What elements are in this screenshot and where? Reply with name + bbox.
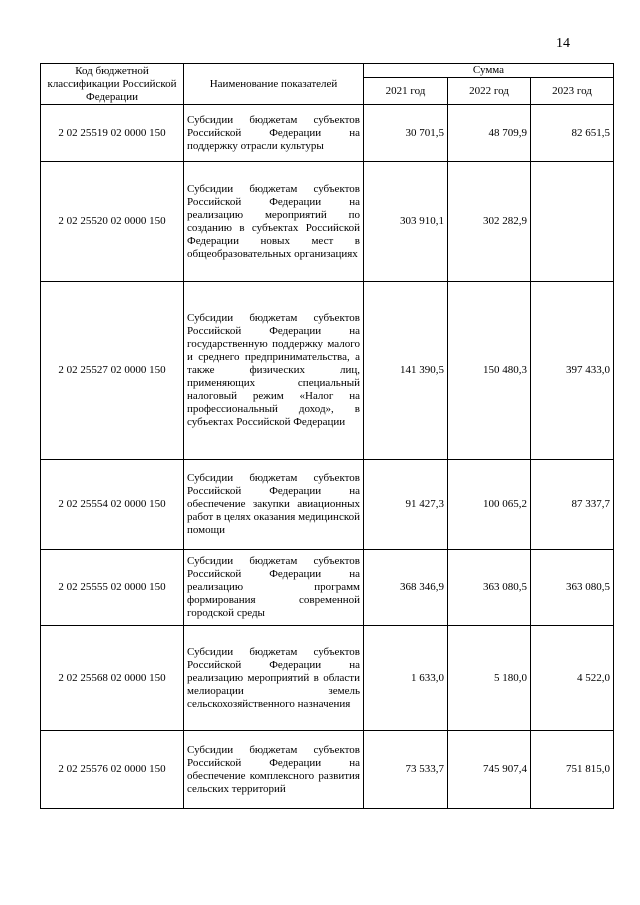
row-name: Субсидии бюджетам субъектов Российской Федерации на реализацию программ формирования современной городской среды [184,550,364,626]
table-row [41,460,614,550]
row-value-2023: 4 522,0 [531,626,614,731]
row-code: 2 02 25519 02 0000 150 [41,105,184,162]
row-code: 2 02 25554 02 0000 150 [41,460,184,550]
row-value-2023: 751 815,0 [531,731,614,809]
header-year-2023: 2023 год [531,78,614,105]
row-value-2022: 48 709,9 [448,105,531,162]
row-value-2022: 100 065,2 [448,460,531,550]
row-value-2021: 303 910,1 [364,162,448,282]
row-value-2023: 363 080,5 [531,550,614,626]
row-value-2021: 30 701,5 [364,105,448,162]
row-code: 2 02 25527 02 0000 150 [41,282,184,460]
row-name: Субсидии бюджетам субъектов Российской Федерации на обеспечение закупки авиационных работ в целях оказания медицинской помощи [184,460,364,550]
table-row [41,105,614,162]
budget-table [40,63,614,809]
header-sum: Сумма [364,64,614,78]
row-value-2021: 73 533,7 [364,731,448,809]
row-code: 2 02 25568 02 0000 150 [41,626,184,731]
header-row [41,64,614,78]
row-value-2021: 368 346,9 [364,550,448,626]
header-year-2022: 2022 год [448,78,531,105]
header-name: Наименование показателей [184,64,364,105]
table-row [41,731,614,809]
row-value-2023: 397 433,0 [531,282,614,460]
table-row [41,626,614,731]
table-row [41,282,614,460]
row-value-2023: 87 337,7 [531,460,614,550]
row-value-2022: 302 282,9 [448,162,531,282]
row-code: 2 02 25520 02 0000 150 [41,162,184,282]
header-year-2021: 2021 год [364,78,448,105]
row-code: 2 02 25555 02 0000 150 [41,550,184,626]
row-value-2021: 141 390,5 [364,282,448,460]
row-code: 2 02 25576 02 0000 150 [41,731,184,809]
page-number: 14 [556,36,570,51]
row-value-2021: 91 427,3 [364,460,448,550]
header-code: Код бюджетной классификации Российской Федерации [41,64,184,105]
row-value-2023 [531,162,614,282]
table-row [41,550,614,626]
row-name: Субсидии бюджетам субъектов Российской Федерации на государственную поддержку малого и среднего предпринимательства, а также физических лиц, применяющих специальный налоговый режим «Налог на профессиональный доход», в субъектах Российской Федерации [184,282,364,460]
row-name: Субсидии бюджетам субъектов Российской Федерации на реализацию мероприятий по созданию в субъектах Российской Федерации новых мест в общеобразовательных организациях [184,162,364,282]
row-value-2021: 1 633,0 [364,626,448,731]
row-name: Субсидии бюджетам субъектов Российской Федерации на реализацию мероприятий в области мелиорации земель сельскохозяйственного назначения [184,626,364,731]
row-value-2023: 82 651,5 [531,105,614,162]
row-value-2022: 745 907,4 [448,731,531,809]
row-value-2022: 5 180,0 [448,626,531,731]
table-row [41,162,614,282]
row-name: Субсидии бюджетам субъектов Российской Федерации на обеспечение комплексного развития сельских территорий [184,731,364,809]
row-value-2022: 150 480,3 [448,282,531,460]
row-name: Субсидии бюджетам субъектов Российской Федерации на поддержку отрасли культуры [184,105,364,162]
row-value-2022: 363 080,5 [448,550,531,626]
